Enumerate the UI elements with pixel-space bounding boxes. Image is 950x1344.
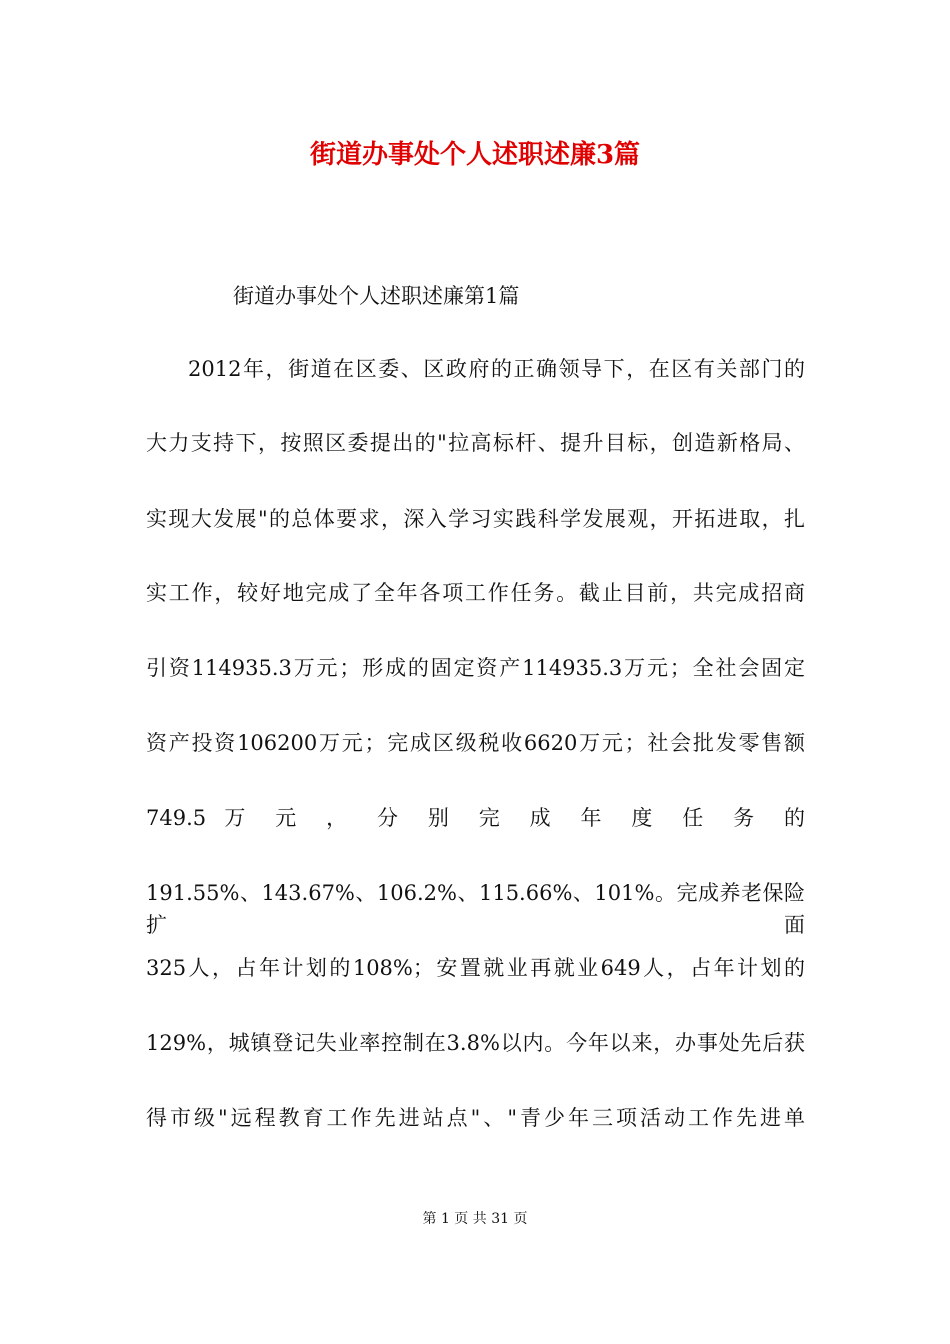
paragraph-line: 得市级"远程教育工作先进站点"、"青少年三项活动工作先进单 [146, 1106, 805, 1130]
paragraph-line: 749.5 万 元 ， 分 别 完 成 年 度 任 务 的 [146, 806, 805, 830]
page-footer: 第 1 页 共 31 页 [422, 1211, 528, 1227]
paragraph-line: 325人，占年计划的108%；安置就业再就业649人，占年计划的 [146, 956, 805, 980]
paragraph-line: 实现大发展"的总体要求，深入学习实践科学发展观，开拓进取，扎 [146, 507, 805, 531]
paragraph-line: 引资114935.3万元；形成的固定资产114935.3万元；全社会固定 [146, 656, 805, 680]
paragraph-line: 191.55%、143.67%、106.2%、115.66%、101%。完成养老保险扩面 [146, 881, 805, 937]
paragraph-line: 2012年，街道在区委、区政府的正确领导下，在区有关部门的 [188, 357, 805, 381]
paragraph-line: 129%，城镇登记失业率控制在3.8%以内。今年以来，办事处先后获 [146, 1031, 805, 1055]
paragraph-line: 大力支持下，按照区委提出的"拉高标杆、提升目标，创造新格局、 [146, 431, 805, 455]
paragraph-line: 资产投资106200万元；完成区级税收6620万元；社会批发零售额 [146, 731, 805, 755]
section-subtitle: 街道办事处个人述职述廉第1篇 [233, 284, 520, 308]
paragraph-line: 实工作，较好地完成了全年各项工作任务。截止目前，共完成招商 [146, 581, 805, 605]
document-title: 街道办事处个人述职述廉3篇 [309, 140, 641, 170]
